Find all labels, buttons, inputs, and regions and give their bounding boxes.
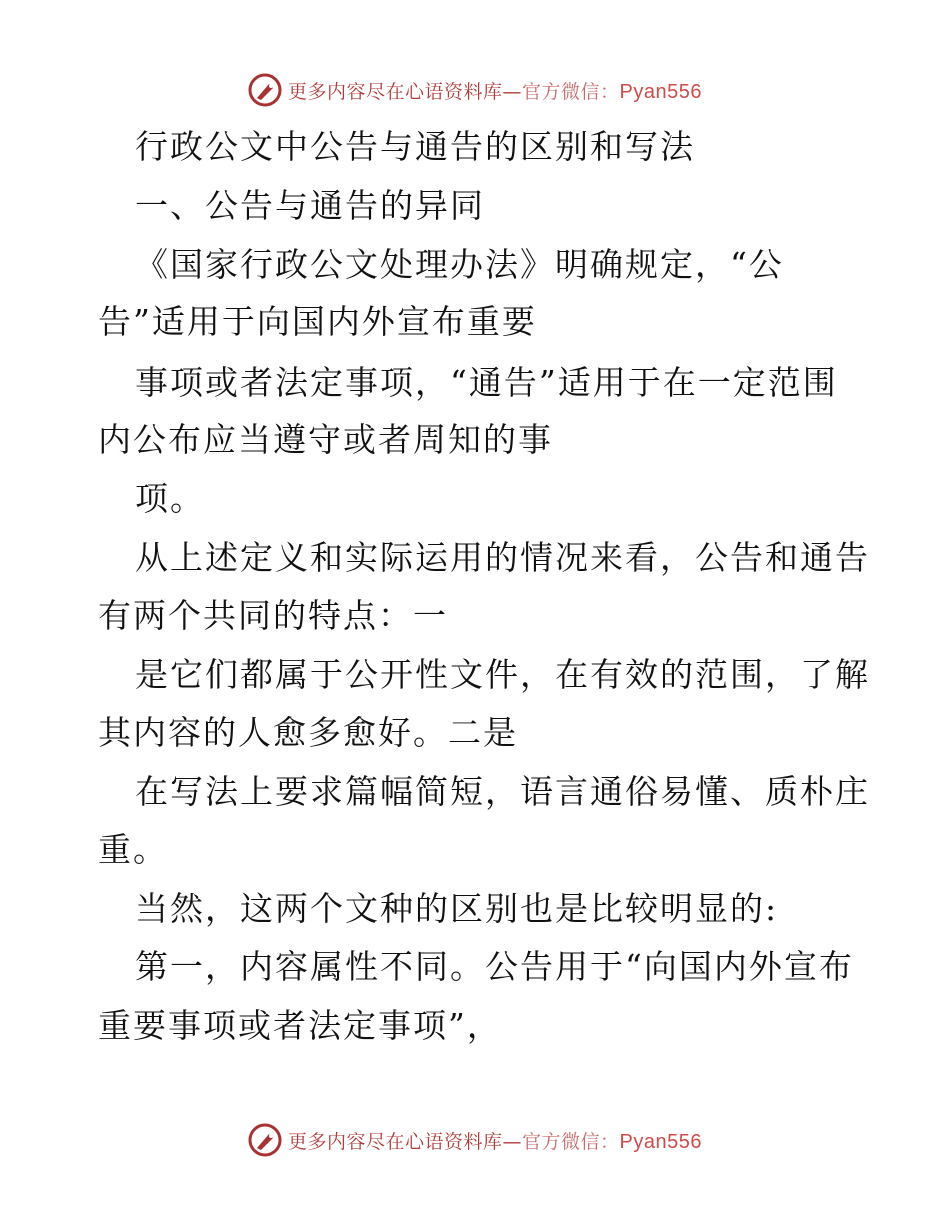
document-title: 行政公文中公告与通告的区别和写法 [135, 127, 695, 166]
pen-nib-logo-icon [248, 1123, 282, 1157]
header-banner [0, 70, 950, 110]
text-line: 从上述定义和实际运用的情况来看，公告和通告 [135, 538, 870, 577]
banner-wechat-label: 官方微信： [522, 1130, 620, 1153]
banner-site: 更多内容尽在心语资料库 [288, 1130, 503, 1153]
text-line: 在写法上要求篇幅简短，语言通俗易懂、质朴庄 [135, 772, 870, 811]
text-line: 《国家行政公文处理办法》明确规定，“公 [135, 245, 784, 284]
text-line: 有两个共同的特点：一 [98, 596, 448, 635]
text-line: 其内容的人愈多愈好。二是 [98, 713, 518, 752]
text-line: 重要事项或者法定事项”， [98, 1006, 502, 1045]
pen-nib-logo-icon [248, 73, 282, 107]
text-line: 重。 [98, 830, 168, 869]
banner-text [288, 1127, 702, 1154]
text-line: 告”适用于向国内外宣布重要 [98, 302, 537, 341]
banner-wechat-id: Pyan556 [619, 80, 702, 103]
text-line: 事项或者法定事项，“通告”适用于在一定范围 [135, 363, 838, 402]
text-line: 是它们都属于公开性文件，在有效的范围，了解 [135, 655, 870, 694]
banner-dash: — [502, 80, 523, 103]
banner-text [288, 77, 702, 104]
text-line: 当然，这两个文种的区别也是比较明显的: [135, 889, 779, 928]
banner-wechat-label: 官方微信： [522, 80, 620, 103]
text-line: 内公布应当遵守或者周知的事 [98, 420, 553, 459]
footer-banner [0, 1120, 950, 1160]
banner-dash: — [502, 1130, 523, 1153]
text-line: 第一，内容属性不同。公告用于“向国内外宣布 [135, 947, 854, 986]
banner-site: 更多内容尽在心语资料库 [288, 80, 503, 103]
banner-wechat-id: Pyan556 [619, 1130, 702, 1153]
text-line: 项。 [135, 479, 205, 518]
text-line: 一、公告与通告的异同 [135, 186, 485, 225]
